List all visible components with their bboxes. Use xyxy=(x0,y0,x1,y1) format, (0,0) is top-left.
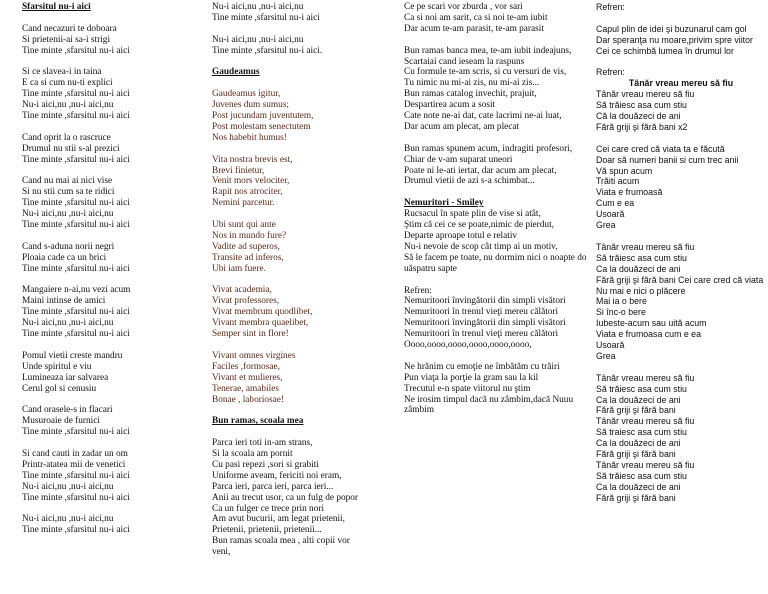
column-3 xyxy=(404,2,596,416)
text-line: veni, xyxy=(212,547,231,558)
text-line: Trăiti acum xyxy=(596,176,640,187)
text-line: Să le facem pe toate, nu dormim nici o noapte do uăspatru sapte xyxy=(404,252,587,274)
blank-line xyxy=(22,438,210,449)
text-line: Refren: xyxy=(596,67,625,78)
text-line: Chiar de v-am suparat uneori xyxy=(404,154,513,165)
text-line: Bun ramas catalog invechit, prajuit, xyxy=(404,89,537,100)
blank-line xyxy=(404,35,596,46)
text-line: Refren: xyxy=(596,2,625,12)
text-line: Cei care cred că viata ta e făcută xyxy=(596,143,725,154)
text-line: Transite ad inferos, xyxy=(212,252,284,263)
blank-line xyxy=(212,57,392,68)
text-line: Nu-i aici,nu ,nu-i aici,nu xyxy=(22,481,114,492)
text-line: Post molestam senectutem xyxy=(212,121,311,132)
text-line: Maini intinse de amici xyxy=(22,296,106,307)
text-line: Venit mors velociter, xyxy=(212,176,290,187)
text-line: Despartirea acum a sosit xyxy=(404,100,496,111)
text-line: Să trăiesc asa cum stiu xyxy=(596,100,687,111)
text-line: Oooo,oooo,oooo,oooo,oooo,oooo, xyxy=(404,340,532,351)
text-line: Vadite ad superos, xyxy=(212,241,280,252)
text-line: Tine minte ,sfarsitul nu-i aici xyxy=(212,12,320,23)
blank-line xyxy=(22,340,210,351)
text-line: Parca ieri toti in-am strans, xyxy=(212,438,313,449)
text-line: Nu-i aici,nu ,nu-i aici,nu xyxy=(212,2,304,12)
text-line: Si cand cauti in zadar un om xyxy=(22,449,128,460)
text-line: Iubeste-acum sau uită acum xyxy=(596,318,707,329)
text-line: Rapit nos atrociter, xyxy=(212,187,283,198)
text-line: Tine minte ,sfarsitul nu-i aici xyxy=(22,89,130,100)
text-line: Tânăr vreau mereu să fiu xyxy=(596,416,695,427)
text-line: Si nu stii cum sa te ridici xyxy=(22,187,115,198)
text-line: Si prietenii-ai sa-i strigi xyxy=(22,34,111,45)
blank-line xyxy=(22,166,210,177)
text-line: Ca un fulger ce trece prin nori xyxy=(212,503,325,514)
text-line: Nemuritoori învingătorii din simpli visători xyxy=(404,296,566,307)
text-line: Cu formule te-am scris, si cu versuri de vis, xyxy=(404,67,567,78)
text-line: Rucsacul în spate plin de vise si atât, xyxy=(404,209,541,220)
text-line: Tânăr vreau mereu să fiu xyxy=(596,459,695,470)
blank-line xyxy=(596,57,766,68)
text-line: Tânăr vreau mereu să fiu xyxy=(596,372,695,383)
text-line: Nu-i aici,nu ,nu-i aici,nu xyxy=(22,100,114,111)
text-line: Nu-i aici,nu ,nu-i aici,nu xyxy=(212,34,304,45)
blank-line xyxy=(212,427,392,438)
text-line: Ne irosim timpul dacă nu zâmbim,dacă Nuuu zâmbim xyxy=(404,394,574,416)
blank-line xyxy=(212,209,392,220)
text-line: Tine minte ,sfarsitul nu-i aici xyxy=(22,427,130,438)
text-line: Lumineaza iar salvarea xyxy=(22,372,109,383)
text-line: Nos in mundo fure? xyxy=(212,230,287,241)
text-line: Să trăiesc asa cum stiu xyxy=(596,252,687,263)
text-line: Tine minte ,sfarsitul nu-i aici xyxy=(22,525,130,536)
text-line: Am avut bucurii, am legat prietenii, xyxy=(212,514,345,525)
text-line: Si la scoala am pornit xyxy=(212,449,293,460)
text-line: Bun ramas scoala mea , alti copii vor xyxy=(212,536,350,547)
text-line: Ştim că cei ce se poate,nimic de pierdut, xyxy=(404,220,554,231)
text-line: Unde spiritul e viu xyxy=(22,361,92,372)
text-line: Cum e ea xyxy=(596,198,635,209)
text-line: Trecutul e-n spate viitorul nu ştim xyxy=(404,383,531,394)
text-line: Vita nostra brevis est, xyxy=(212,154,293,165)
text-line: Viata e frumoasa cum e ea xyxy=(596,329,701,340)
column-1 xyxy=(22,2,210,536)
text-line: Tânăr vreau mereu să fiu xyxy=(596,89,695,100)
text-line: Vivat academia, xyxy=(212,285,272,296)
text-line: Ca la douăzeci de ani xyxy=(596,394,681,405)
text-line: Usoară xyxy=(596,340,625,351)
text-line: Ca la douăzeci de ani xyxy=(596,438,681,449)
text-line: Grea xyxy=(596,350,616,361)
text-line: Doar să numeri banii si cum trec anii xyxy=(596,154,739,165)
text-line: Drumul vietii de azi s-a schimbat... xyxy=(404,176,535,187)
text-line: Nu mai e nici o plăcere xyxy=(596,285,686,296)
text-line: Grea xyxy=(596,220,616,231)
text-line: Ca la douăzeci de ani xyxy=(596,481,681,492)
text-line: Tine minte ,sfarsitul nu-i aici xyxy=(22,220,130,231)
text-line: Nu-i aici,nu ,nu-i aici,nu xyxy=(22,514,114,525)
text-line: Nemuritoori în trenul vieţi mereu călători xyxy=(404,307,559,318)
text-line: Că la douăzeci de ani xyxy=(596,111,681,122)
text-line: Ca la douăzeci de ani xyxy=(596,263,681,274)
text-line: Drumul nu stii s-al prezici xyxy=(22,143,120,154)
text-line: Cerul gol si cenusiu xyxy=(22,383,97,394)
text-line: Ce pe scari vor zburda , vor sari xyxy=(404,2,523,12)
blank-line xyxy=(22,231,210,242)
blank-line xyxy=(596,362,766,373)
text-line: Nos habebit humus! xyxy=(212,132,287,143)
text-line: Tine minte ,sfarsitul nu-i aici xyxy=(22,111,130,122)
text-line: Ca si noi am sarit, ca si noi te-am iubit xyxy=(404,12,548,23)
blank-line xyxy=(212,78,392,89)
blank-line xyxy=(404,133,596,144)
text-line: Fără griji şi fără bani xyxy=(596,449,676,460)
text-line: Nu-i aici,nu ,nu-i aici,nu xyxy=(22,318,114,329)
text-line: Nemuritoori în trenul vieţi mereu călători xyxy=(404,329,559,340)
text-line: Viata e frumoasă xyxy=(596,187,663,198)
blank-line xyxy=(22,395,210,406)
text-line: Tu nimic nu mi-ai zis, nu mi-ai zis... xyxy=(404,78,540,89)
text-line: Tine minte ,sfarsitul nu-i aici xyxy=(22,263,130,274)
blank-line xyxy=(22,57,210,68)
text-line: Refren: xyxy=(404,285,432,296)
text-line: Pomul vietii creste mandru xyxy=(22,350,123,361)
blank-line xyxy=(404,351,596,362)
text-line: Dar acum te-am parasit, te-am parasit xyxy=(404,23,544,34)
text-line: Cand nu mai ai nici vise xyxy=(22,176,113,187)
text-line: Cate note ne-ai dat, cate lacrimi ne-ai luat, xyxy=(404,111,562,122)
song-title: Tânăr vreau mereu să fiu xyxy=(628,78,734,89)
text-line: Prietenii, prietenii, prietenii... xyxy=(212,525,322,536)
text-line: Bun ramas banca mea, te-am iubit indeajuns, xyxy=(404,45,572,56)
blank-line xyxy=(596,133,766,144)
text-line: Brevi finietur, xyxy=(212,165,265,176)
text-line: Cei ce schimbă lumea în drumul lor xyxy=(596,45,734,56)
text-line: Nemuritoori învingătorii din simpli visători xyxy=(404,318,566,329)
blank-line xyxy=(212,144,392,155)
text-line: Printr-atatea mii de venetici xyxy=(22,459,126,470)
text-line: Tânăr vreau mereu să fiu xyxy=(596,241,695,252)
text-line: Parca ieri, parca ieri, parca ieri... xyxy=(212,481,334,492)
blank-line xyxy=(404,275,596,286)
text-line: Vivat membrum quodlibet, xyxy=(212,307,313,318)
blank-line xyxy=(212,405,392,416)
blank-line xyxy=(22,122,210,133)
text-line: Usoară xyxy=(596,209,625,220)
text-line: Ubi sunt qui ante xyxy=(212,220,276,231)
text-line: Fără griji şi fără bani xyxy=(596,492,676,503)
blank-line xyxy=(596,231,766,242)
column-4 xyxy=(596,2,766,504)
text-line: Vivat professores, xyxy=(212,296,280,307)
text-line: Departe aproape totul e relativ xyxy=(404,230,518,241)
text-line: Tine minte ,sfarsitul nu-i aici. xyxy=(212,45,323,56)
text-line: Dar acum am plecat, am plecat xyxy=(404,121,520,132)
text-line: E ca si cum nu-ti explici xyxy=(22,78,113,89)
text-line: Faciles ,formosae, xyxy=(212,361,280,372)
text-line: Vivant membra quaelibet, xyxy=(212,318,309,329)
text-line: Fără griji şi fără bani x2 xyxy=(596,121,688,132)
text-line: Juvenes dum sumus; xyxy=(212,100,289,111)
text-line: Ne hrănim cu emoţie ne îmbătăm cu trăiri xyxy=(404,361,560,372)
text-line: Scartaiai cand ieseam la raspuns xyxy=(404,56,525,67)
text-line: Cu pasi repezi ,sori si grabiti xyxy=(212,459,319,470)
song-title: Nemuritori - Smiley xyxy=(404,198,484,209)
text-line: Gaudeamus igitur, xyxy=(212,89,281,100)
song-title: Sfarsitul nu-i aici xyxy=(22,2,91,12)
text-line: Cand oprit la o rascruce xyxy=(22,132,111,143)
text-line: Capul plin de idei şi buzunarul cam gol xyxy=(596,23,747,34)
text-line: Ploaia cade ca un brici xyxy=(22,252,107,263)
text-line: Tine minte ,sfarsitul nu-i aici xyxy=(22,307,130,318)
blank-line xyxy=(212,24,392,35)
text-line: Dar speranţa nu moare,privim spre viitor xyxy=(596,34,753,45)
text-line: Fără griji şi fără bani xyxy=(596,405,676,416)
blank-line xyxy=(596,13,766,24)
text-line: Tine minte ,sfarsitul nu-i aici xyxy=(22,198,130,209)
text-line: Să traiesc asa cum stiu xyxy=(596,427,687,438)
text-line: Post jucundam juventutem, xyxy=(212,111,314,122)
column-2 xyxy=(212,2,392,558)
song-title: Gaudeamus xyxy=(212,67,260,78)
text-line: Si ce slavea-i in taina xyxy=(22,67,102,78)
blank-line xyxy=(212,340,392,351)
blank-line xyxy=(22,504,210,515)
blank-line xyxy=(22,13,210,24)
text-line: Cand orasele-s in flacari xyxy=(22,405,113,416)
text-line: Tenerae, amabiles xyxy=(212,383,279,394)
text-line: Semper sint in flore! xyxy=(212,329,289,340)
text-line: Bonae , laboriosae! xyxy=(212,394,285,405)
text-line: Pun viaţa la porţie la gram sau la kil xyxy=(404,372,539,383)
text-line: Vivant et mulieres, xyxy=(212,372,283,383)
text-line: Tine minte ,sfarsitul nu-i aici xyxy=(22,470,130,481)
text-line: Cand s-aduna norii negri xyxy=(22,241,115,252)
text-line: Anii au trecut usor, ca un fulg de popor xyxy=(212,492,359,503)
text-line: Tine minte ,sfarsitul nu-i aici xyxy=(22,492,130,503)
song-title: Bun ramas, scoala mea xyxy=(212,416,304,427)
text-line: Musuroaie de furnici xyxy=(22,416,100,427)
text-line: Nu-i aici,nu ,nu-i aici,nu xyxy=(22,209,114,220)
text-line: Poate ni le-ati iertat, dar acum am plecat, xyxy=(404,165,557,176)
text-line: Să trăiesc asa cum stiu xyxy=(596,383,687,394)
text-line: Vă spun acum xyxy=(596,165,653,176)
blank-line xyxy=(212,275,392,286)
text-line: Uniforme aveam, fericiti noi eram, xyxy=(212,470,342,481)
text-line: Tine minte ,sfarsitul nu-i aici xyxy=(22,154,130,165)
text-line: Nu-i nevoie de scop cât timp ai un motiv, xyxy=(404,241,558,252)
text-line: Tine minte ,sfarsitul nu-i aici xyxy=(22,45,130,56)
text-line: Nemini parcetur. xyxy=(212,198,275,209)
text-line: Mangaiere n-ai,nu vezi acum xyxy=(22,285,131,296)
text-line: Tine minte ,sfarsitul nu-i aici xyxy=(22,329,130,340)
text-line: Mai ia o bere xyxy=(596,296,647,307)
text-line: Si înc-o bere xyxy=(596,307,646,318)
blank-line xyxy=(404,187,596,198)
text-line: Cand necazuri te doboara xyxy=(22,23,117,34)
text-line: Ubi iam fuere. xyxy=(212,263,266,274)
text-line: Bun ramas spunem acum, indragiti profesori, xyxy=(404,143,573,154)
text-line: Să trăiesc asa cum stiu xyxy=(596,470,687,481)
text-line: Vivant omnes virgines xyxy=(212,350,296,361)
text-line: Fără griji şi fără bani Cei care cred că viata xyxy=(596,274,764,285)
blank-line xyxy=(22,275,210,286)
